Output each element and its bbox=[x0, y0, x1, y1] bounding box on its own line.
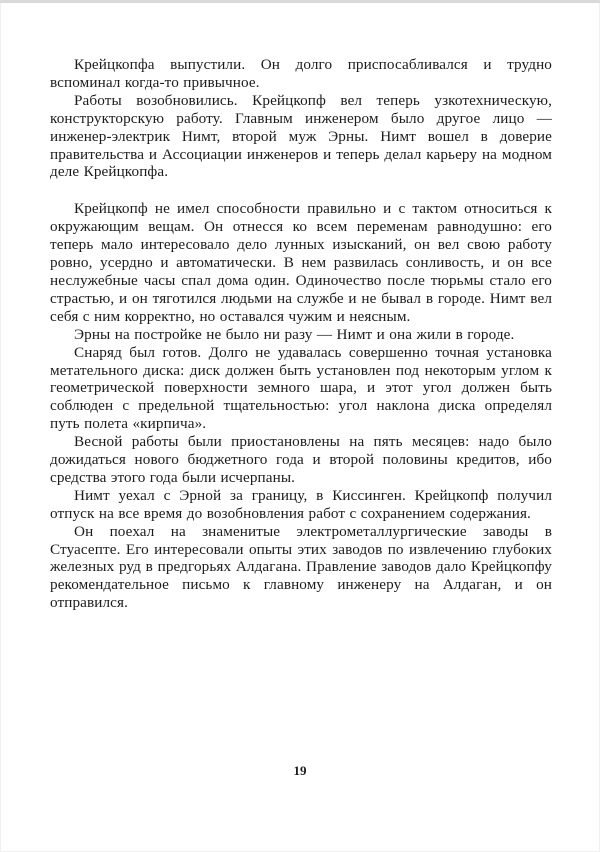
page-number: 19 bbox=[293, 763, 307, 778]
paragraph: Снаряд был готов. Долго не удавалась совершенно точная установка метательного диска: диск должен быть установлен под некоторым углом к геометрической поверхности земного шара, и этот угол должен быть соблюден с предельной тщательностью: угол наклона диска определял путь полета «кирпича». bbox=[50, 343, 552, 433]
paragraph: Крейцкопф не имел способности правильно и с тактом относиться к окружающим вещам. Он отнесся ко всем переменам равнодушно: его теперь мало интересовало дело лунных изысканий, он вел свою работу ровно, усердно и автоматически. В нем развилась сонливость, и он все неслужебные часы спал дома один. Одиночество после тюрьмы стало его страстью, и он тяготился людьми на службе и не бывал в городе. Нимт вел себя с ним корректно, но оставался чужим и неясным. bbox=[50, 200, 552, 325]
paragraph: Он поехал на знаменитые электрометаллургические заводы в Стуасепте. Его интересовали опыты этих заводов по извлечению глубоких железных руд в предгорьях Алдагана. Правление заводов дало Крейцкопфу рекомендательное письмо к главному инженеру на Алдаган, и он отправился. bbox=[50, 522, 552, 612]
paragraph: Весной работы были приостановлены на пять месяцев: надо было дожидаться нового бюджетного года и второй половины кредитов, ибо средства этого года были исчерпаны. bbox=[50, 433, 552, 486]
paragraph: Эрны на постройке не было ни разу — Нимт и она жили в городе. bbox=[74, 325, 515, 343]
paragraph: Нимт уехал с Эрной за границу, в Киссинген. Крейцкопф получил отпуск на все время до возобновления работ с сохранением содержания. bbox=[50, 486, 552, 522]
paragraph: Крейцкопфа выпустили. Он долго приспосабливался и трудно вспоминал когда-то привычное. bbox=[50, 56, 552, 91]
paragraph: Работы возобновились. Крейцкопф вел теперь узкотехническую, конструкторскую работу. Главным инженером было другое лицо — инженер-электрик Нимт, второй муж Эрны. Нимт вошел в доверие правительства и Ассоциации инженеров и теперь делал карьеру на модном деле Крейцкопфа. bbox=[50, 91, 552, 181]
page-text-block bbox=[50, 56, 552, 612]
